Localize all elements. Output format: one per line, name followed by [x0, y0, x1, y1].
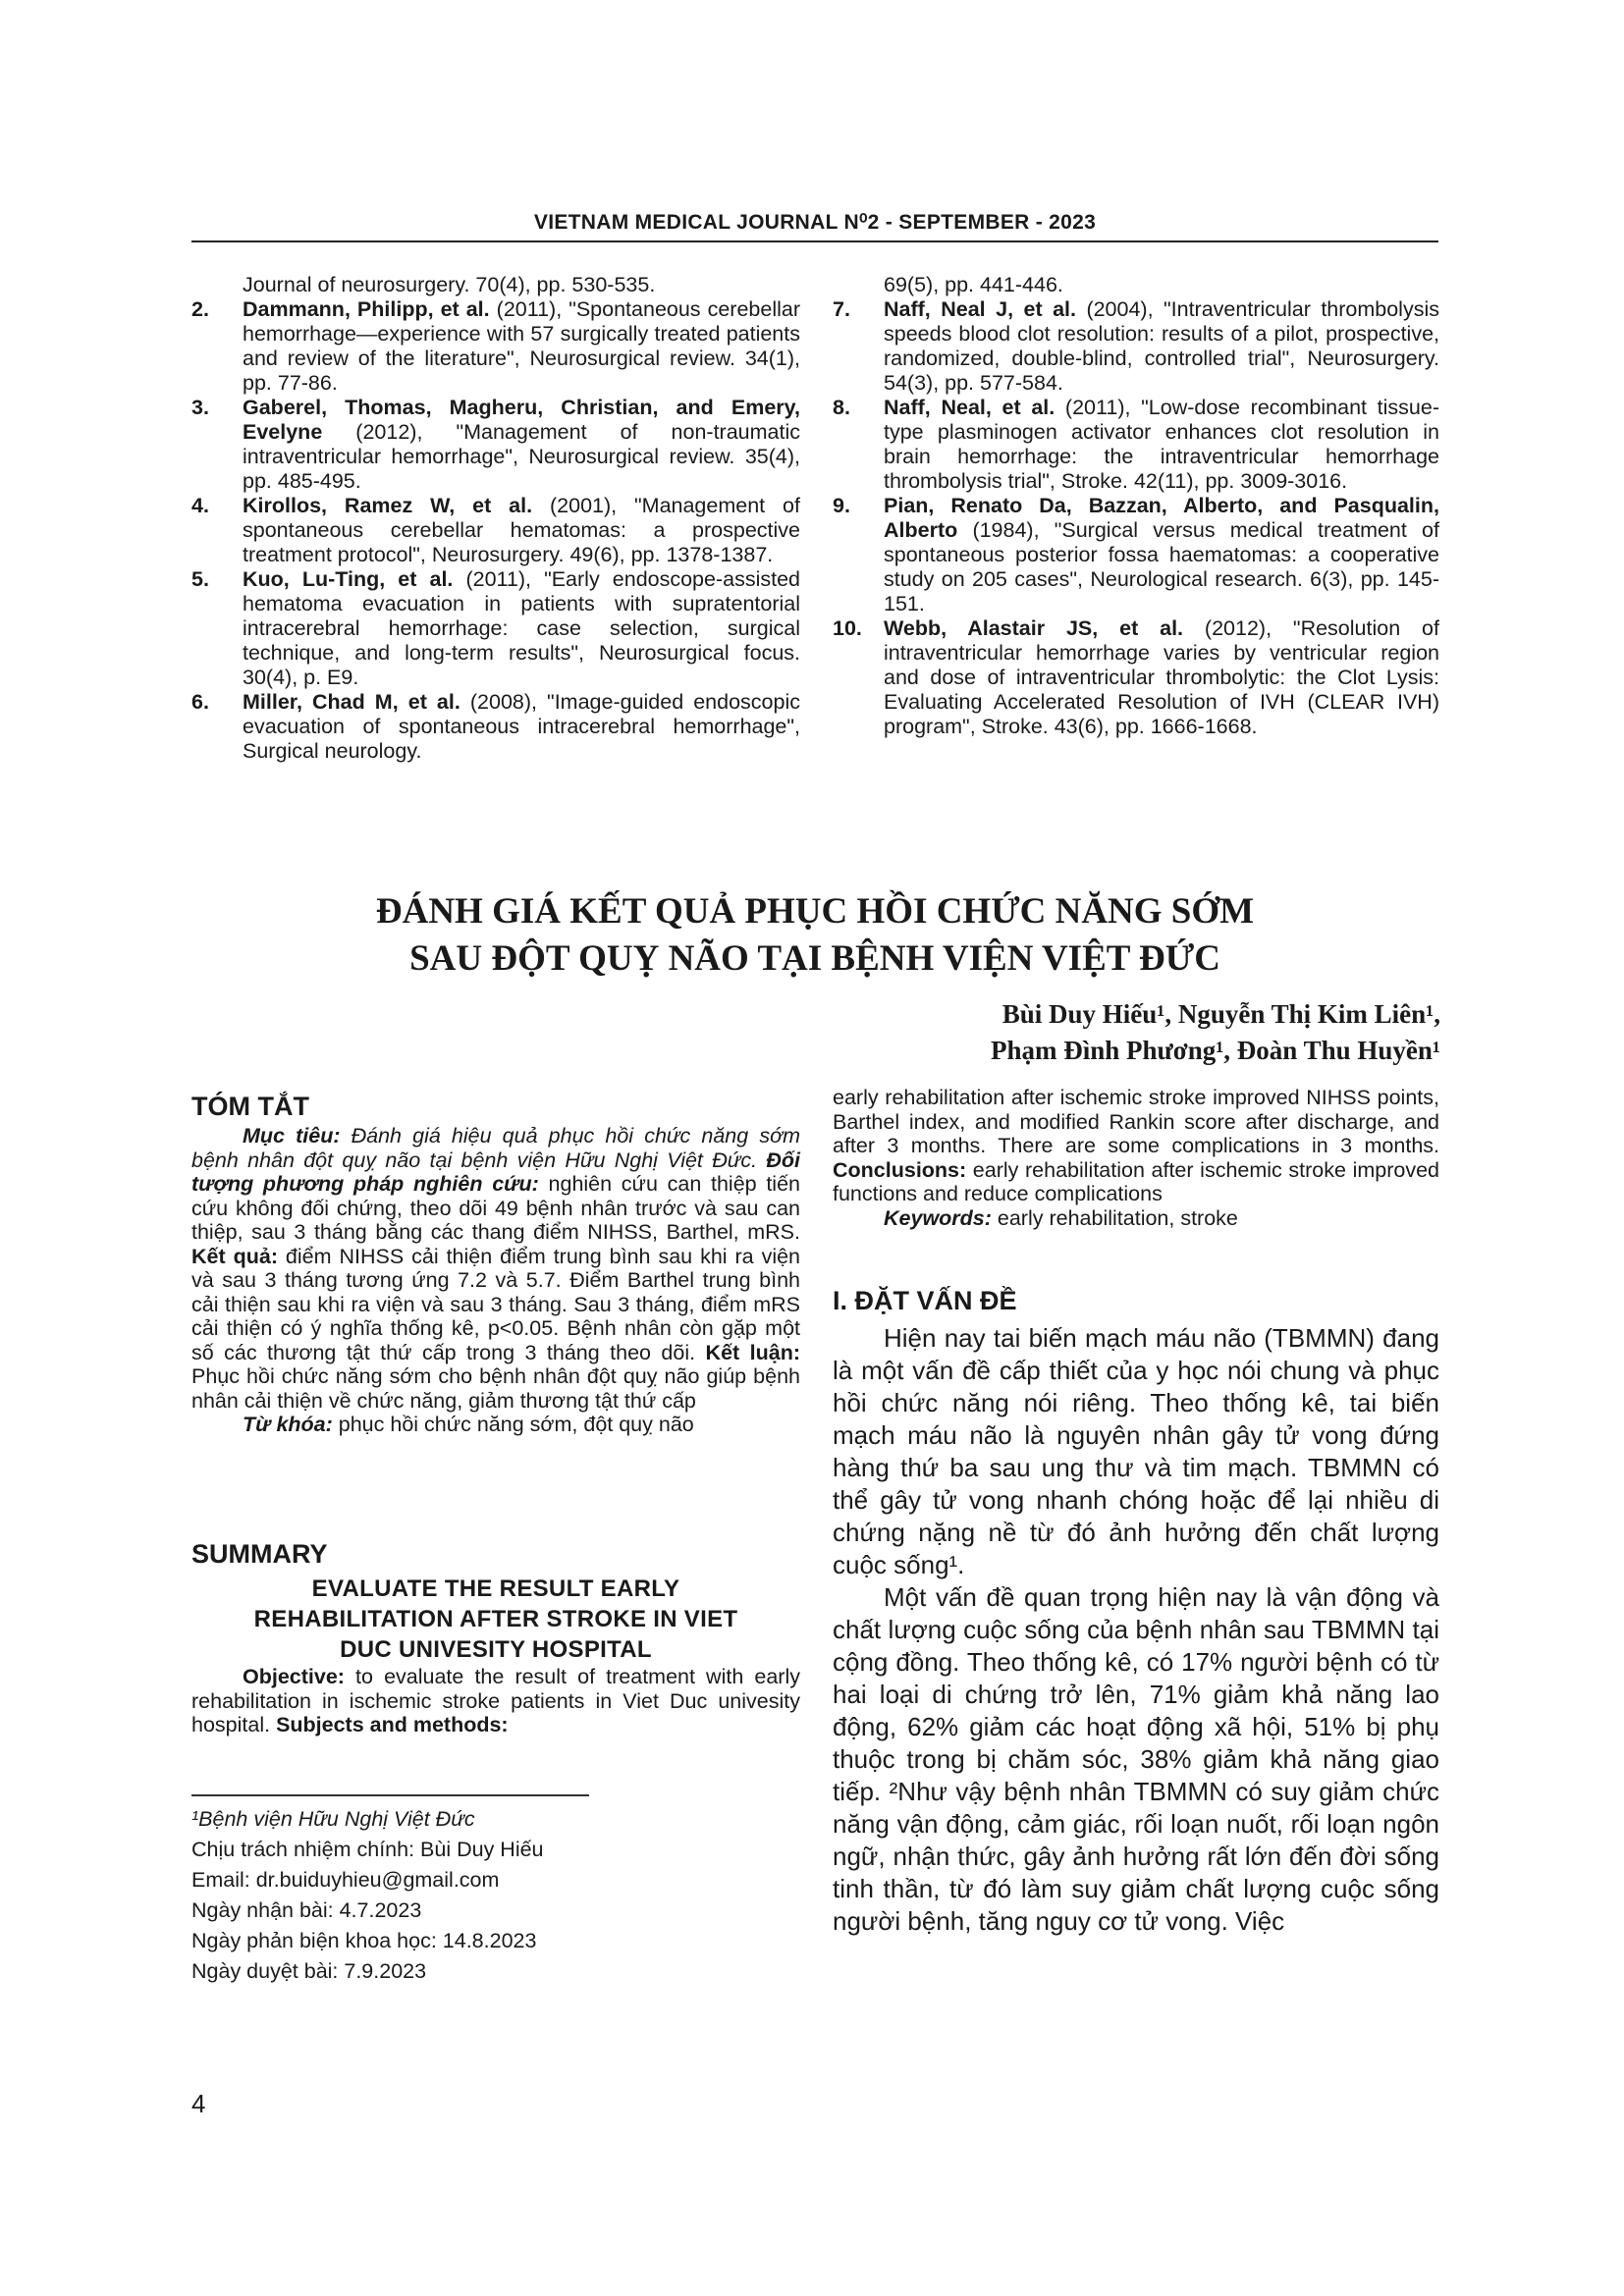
summary-english: [191, 1539, 800, 1737]
reference-item: 69(5), pp. 441-446.: [884, 273, 1063, 296]
footnote-affiliation: ¹Bệnh viện Hữu Nghị Việt Đức: [191, 1807, 475, 1831]
references-right: [833, 273, 1439, 739]
summary-continued: [833, 1086, 1439, 1230]
reference-item: 4. Kirollos, Ramez W, et al. (2001), "Management of spontaneous cerebellar hematomas: a prospective treatment protocol", Neurosurgery. 49(6), pp. 1378-1387.: [191, 494, 800, 566]
reference-item: Journal of neurosurgery. 70(4), pp. 530-535.: [243, 273, 656, 296]
abstract-vietnamese: [191, 1092, 800, 1437]
summary-keywords: Keywords: early rehabilitation, stroke: [884, 1205, 1238, 1230]
article-title-line: SAU ĐỘT QUỴ NÃO TẠI BỆNH VIỆN VIỆT ĐỨC: [409, 938, 1220, 979]
summary-title-line: REHABILITATION AFTER STROKE IN VIET: [253, 1606, 738, 1632]
header-rule: [191, 240, 1438, 242]
page-number: 4: [191, 2089, 206, 2118]
abstract-body: Mục tiêu: Đánh giá hiệu quả phục hồi chức năng sớm bệnh nhân đột quỵ não tại bệnh viện Hữu Nghị Việt Đức. Đối tượng phương pháp nghiên cứu: nghiên cứu can thiệp tiến cứu không đối chứng, theo dõi 49 bệnh nhân trước và sau can thiệp, sau 3 tháng bằng các thang điểm NIHSS, Barthel, mRS. Kết quả: điểm NIHSS cải thiện điểm trung bình sau khi ra viện và sau 3 tháng tương ứng 7.2 và 5.7. Điểm Barthel trung bình cải thiện sau khi ra viện và sau 3 tháng. Sau 3 tháng, điểm mRS cải thiện có ý nghĩa thống kê, p<0.05. Bệnh nhân còn gặp một số các thương tật thứ cấp trong 3 tháng theo dõi. Kết luận: Phục hồi chức năng sớm cho bệnh nhân đột quỵ não giúp bệnh nhân cải thiện về chức năng, giảm thương tật thứ cấp: [191, 1124, 801, 1413]
reference-item: 6. Miller, Chad M, et al. (2008), "Image-guided endoscopic evacuation of spontaneous intracerebral hemorrhage", Surgical neurology.: [191, 690, 800, 763]
introduction-heading: I. ĐẶT VẤN ĐỀ: [833, 1286, 1017, 1315]
journal-header: VIETNAM MEDICAL JOURNAL N⁰2 - SEPTEMBER - 2023: [533, 211, 1097, 234]
reference-item: 10. Webb, Alastair JS, et al. (2012), "Resolution of intraventricular hemorrhage varies by ventricular region and dose of intraventricular thrombolytic: the Clot Lysis: Evaluating Accelerated Resolution of IVH (CLEAR IVH) program", Stroke. 43(6), pp. 1666-1668.: [833, 616, 1439, 738]
article-title: [191, 888, 1438, 983]
footnote-reviewed: Ngày phản biện khoa học: 14.8.2023: [191, 1929, 537, 1952]
footnote-accepted: Ngày duyệt bài: 7.9.2023: [191, 1959, 427, 1983]
summary-body-continued: early rehabilitation after ischemic stroke improved NIHSS points, Barthel index, and modified Rankin score after discharge, and after 3 months. There are some complications in 3 months. Conclusions: early rehabilitation after ischemic stroke improved functions and reduce complications: [833, 1086, 1439, 1205]
authors-line: Bùi Duy Hiếu¹, Nguyễn Thị Kim Liên¹,: [1001, 999, 1440, 1029]
reference-item: 8. Naff, Neal, et al. (2011), "Low-dose recombinant tissue-type plasminogen activator enhances clot resolution in brain hemorrhage: the intraventricular hemorrhage thrombolysis trial", Stroke. 42(11), pp. 3009-3016.: [833, 396, 1440, 493]
summary-title-line: EVALUATE THE RESULT EARLY: [311, 1575, 680, 1602]
reference-item: 9. Pian, Renato Da, Bazzan, Alberto, and Pasqualin, Alberto (1984), "Surgical versus medical treatment of spontaneous posterior fossa haematomas: a cooperative study on 205 cases", Neurological research. 6(3), pp. 145-151.: [833, 494, 1439, 615]
footnotes: [191, 1804, 800, 1987]
article-authors: [687, 996, 1440, 1069]
references-left: [191, 273, 800, 764]
footnote-corresponding: Chịu trách nhiệm chính: Bùi Duy Hiếu: [191, 1838, 544, 1861]
summary-body: Objective: to evaluate the result of treatment with early rehabilitation in ischemic stroke patients in Viet Duc univesity hospital. Subjects and methods:: [191, 1665, 800, 1736]
authors-line: Phạm Đình Phương¹, Đoàn Thu Huyền¹: [991, 1036, 1440, 1065]
introduction-paragraph: Hiện nay tai biến mạch máu não (TBMMN) đang là một vấn đề cấp thiết của y học nói chung và phục hồi chức năng nói riêng. Theo thống kê, tai biến mạch máu não là nguyên nhân gây tử vong đứng hàng thứ ba sau ung thư và tim mạch. TBMMN có thể gây tử vong nhanh chóng hoặc để lại nhiều di chứng nặng nề từ đó ảnh hưởng đến chất lượng cuộc sống¹.: [833, 1323, 1439, 1579]
reference-item: 2. Dammann, Philipp, et al. (2011), "Spontaneous cerebellar hemorrhage—experience with 57 surgically treated patients and review of the literature", Neurosurgical review. 34(1), pp. 77-86.: [191, 297, 800, 395]
introduction: [833, 1286, 1439, 1938]
footnote-email: Email: dr.buiduyhieu@gmail.com: [191, 1868, 500, 1892]
reference-item: 5. Kuo, Lu-Ting, et al. (2011), "Early endoscope-assisted hematoma evacuation in patients with supratentorial intracerebral hemorrhage: case selection, surgical technique, and long-term results", Neurosurgical focus. 30(4), p. E9.: [191, 567, 801, 689]
abstract-heading: TÓM TẮT: [191, 1092, 309, 1121]
summary-heading: SUMMARY: [191, 1539, 328, 1569]
introduction-paragraph: Một vấn đề quan trọng hiện nay là vận động và chất lượng cuộc sống của bệnh nhân sau TBMMN tại cộng đồng. Theo thống kê, có 17% người bệnh có từ hai loại di chứng trở lên, 71% giảm khả năng lao động, 62% giảm các hoạt động xã hội, 51% bị phụ thuộc trong bị chăm sóc, 38% giảm khả năng giao tiếp. ²Như vậy bệnh nhân TBMMN có suy giảm chức năng vận động, cảm giác, rối loạn nuốt, rối loạn ngôn ngữ, nhận thức, gây ảnh hưởng rất lớn đến đời sống tinh thần, từ đó làm suy giảm chất lượng cuộc sống người bệnh, tăng nguy cơ tử vong. Việc: [833, 1582, 1439, 1936]
summary-title: [191, 1574, 800, 1665]
footnote-received: Ngày nhận bài: 4.7.2023: [191, 1898, 422, 1922]
article-title-line: ĐÁNH GIÁ KẾT QUẢ PHỤC HỒI CHỨC NĂNG SỚM: [375, 891, 1255, 932]
reference-item: 7. Naff, Neal J, et al. (2004), "Intraventricular thrombolysis speeds blood clot resolution: results of a pilot, prospective, randomized, double-blind, controlled trial", Neurosurgery. 54(3), pp. 577-584.: [833, 297, 1439, 395]
abstract-keywords: Từ khóa: phục hồi chức năng sớm, đột quỵ não: [243, 1413, 694, 1436]
footnote-rule: [191, 1794, 589, 1796]
reference-item: 3. Gaberel, Thomas, Magheru, Christian, and Emery, Evelyne (2012), "Management of non-traumatic intraventricular hemorrhage", Neurosurgical review. 35(4), pp. 485-495.: [191, 396, 800, 493]
summary-title-line: DUC UNIVESITY HOSPITAL: [340, 1636, 652, 1663]
